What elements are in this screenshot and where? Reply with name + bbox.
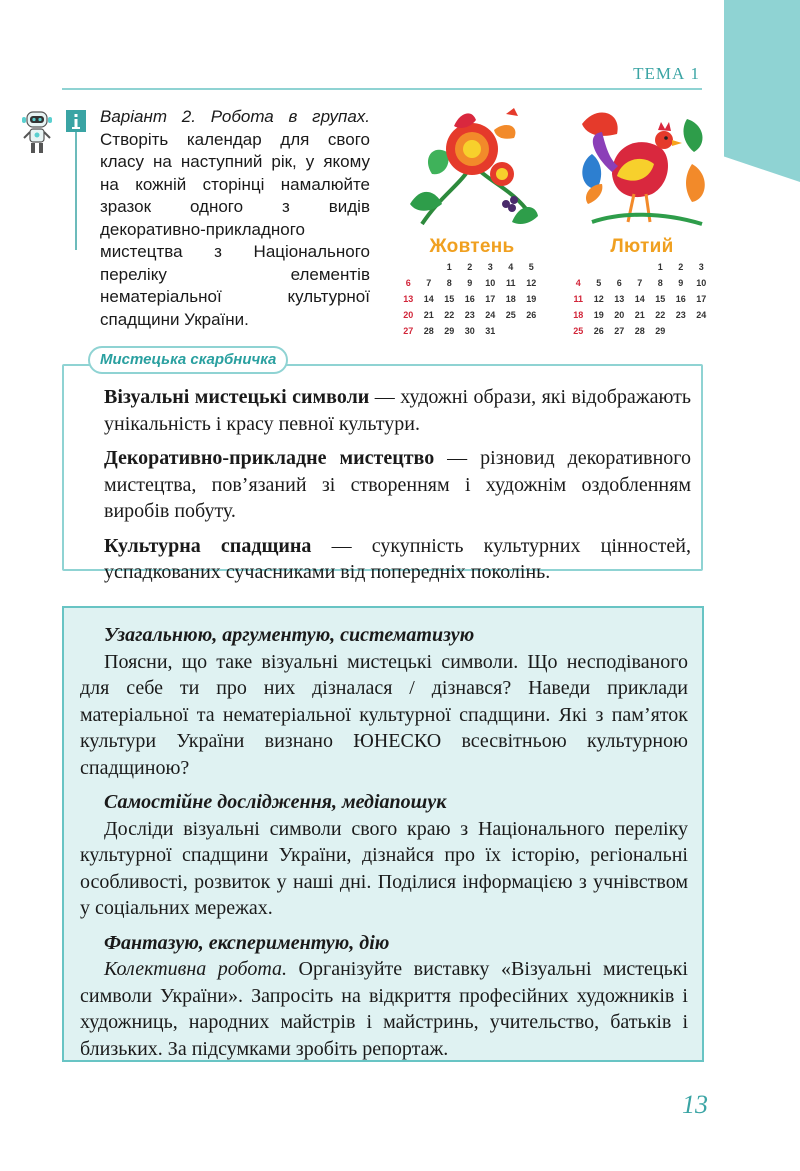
section-text: Поясни, що таке візуальні мистецькі символи. Що несподіваного для себе ти про них дізналася / дізнався? Наведи приклади матеріальної та нематеріальної культурної спадщини. Які з пам’яток культури України визнано ЮНЕСКО всесвітньою культурною спадщиною? [80, 650, 688, 779]
term-item [104, 384, 691, 437]
calendar-day: 20 [403, 310, 414, 320]
calendar-grid [398, 261, 546, 337]
calendar-day: 23 [464, 310, 475, 320]
calendar-day: 10 [485, 278, 496, 288]
section-text: Організуйте виставку «Візуальні мистецькі символи України». Запросіть на відкриття професійних художників і художниць, народних майстрів і майстринь, учительство, батьків і близьких. За підсумками зробіть репортаж. [80, 958, 688, 1060]
calendar-day: 27 [614, 326, 625, 336]
calendar-day: 24 [696, 310, 707, 320]
section-title: Узагальнюю, аргументую, систематизую [104, 624, 475, 646]
calendar-february [568, 104, 716, 337]
term-item [104, 533, 691, 586]
calendar-day: 28 [423, 326, 434, 336]
robot-icon [20, 110, 54, 156]
term-name: Культурна спадщина [104, 534, 312, 557]
info-icon [64, 110, 88, 250]
calendar-day: 5 [528, 262, 534, 272]
calendar-month-label: Лютий [610, 236, 674, 257]
calendar-day: 22 [444, 310, 455, 320]
term-name: Візуальні мистецькі символи [104, 386, 370, 408]
calendar-day: 27 [403, 326, 414, 336]
calendar-day: 12 [526, 278, 537, 288]
calendar-day: 23 [675, 310, 686, 320]
term-definition: — різновид декоративного мистецтва, пов’язаний зі створенням і художнім оздобленням виробів побуту. [104, 447, 692, 522]
calendar-day: 1 [446, 262, 452, 272]
calendar-day: 21 [634, 310, 645, 320]
header-rule [62, 88, 702, 90]
calendar-day [521, 325, 542, 337]
calendar-day: 6 [405, 278, 411, 288]
topic-label: ТЕМА 1 [633, 64, 700, 83]
task-lead: Варіант 2. Робота в групах. [100, 107, 370, 126]
calendar-day [589, 261, 610, 273]
calendar-day [398, 261, 419, 273]
calendar-day [609, 261, 630, 273]
calendar-day: 11 [505, 278, 516, 288]
page-number: 13 [682, 1090, 708, 1119]
calendar-day: 30 [464, 326, 475, 336]
calendar-day: 29 [444, 326, 455, 336]
calendar-day [691, 325, 712, 337]
calendar-day: 25 [505, 310, 516, 320]
term-definition: — сукупність культурних цінностей, успадкованих сучасниками від попередніх поколінь. [104, 534, 692, 583]
calendar-day [419, 261, 440, 273]
section-body [80, 816, 688, 922]
calendar-day: 16 [464, 294, 475, 304]
calendar-day: 14 [423, 294, 434, 304]
flower-painting-image [402, 104, 542, 234]
calendar-day: 25 [573, 326, 584, 336]
calendar-day: 14 [634, 294, 645, 304]
calendar-day: 18 [573, 310, 584, 320]
calendar-day: 8 [446, 278, 452, 288]
calendar-day: 3 [698, 262, 704, 272]
section-text: Досліди візуальні символи свого краю з Національного переліку культурної спадщини України, дізнайся про їх історію, регіональні особливості, розвиток у наші дні. Поділися інформацією з учнівством у соціальних мережах. [80, 817, 688, 919]
calendar-day: 9 [467, 278, 473, 288]
calendar-month-label: Жовтень [429, 236, 515, 257]
calendar-day: 26 [526, 310, 537, 320]
calendar-day: 7 [426, 278, 432, 288]
calendar-day: 24 [485, 310, 496, 320]
calendar-day: 3 [487, 262, 493, 272]
calendar-day: 5 [596, 278, 602, 288]
corner-tab-decoration [724, 0, 800, 182]
calendar-day: 15 [444, 294, 455, 304]
calendar-day: 4 [575, 278, 581, 288]
tasks-content [80, 622, 688, 1070]
calendar-day: 19 [526, 294, 537, 304]
calendar-day [671, 325, 692, 337]
calendar-day: 11 [573, 294, 583, 304]
calendar-day [568, 261, 589, 273]
calendar-day: 9 [678, 278, 684, 288]
calendar-day: 17 [485, 294, 496, 304]
calendar-day: 29 [655, 326, 666, 336]
treasury-title: Мистецька скарбничка [88, 346, 288, 374]
calendar-day: 22 [655, 310, 666, 320]
calendar-day: 1 [657, 262, 663, 272]
calendar-day: 19 [593, 310, 604, 320]
calendar-day: 15 [655, 294, 666, 304]
calendar-day: 21 [423, 310, 434, 320]
calendar-day: 4 [508, 262, 514, 272]
term-name: Декоративно-прикладне мистецтво [104, 447, 435, 469]
section-title: Фантазую, експериментую, дію [104, 931, 390, 954]
calendar-day: 13 [403, 294, 414, 304]
calendar-day: 13 [614, 294, 625, 304]
treasury-terms [104, 384, 691, 594]
calendar-day: 28 [634, 326, 645, 336]
calendar-day: 6 [616, 278, 622, 288]
task-text [100, 106, 370, 331]
section-lead: Колективна робота. [104, 958, 288, 980]
calendar-day: 16 [675, 294, 686, 304]
calendar-day: 7 [637, 278, 643, 288]
section-body [80, 649, 688, 782]
calendar-day: 10 [696, 278, 707, 288]
calendar-day: 31 [485, 326, 496, 336]
calendar-day: 12 [593, 294, 604, 304]
section-body [80, 956, 688, 1062]
calendar-day: 2 [467, 262, 473, 272]
calendar-day [501, 325, 522, 337]
calendar-day: 17 [696, 294, 707, 304]
calendar-day: 18 [505, 294, 516, 304]
term-definition: — художні образи, які відображають унікальність і красу певної культури. [104, 386, 692, 435]
calendar-grid [568, 261, 716, 337]
calendar-day: 2 [678, 262, 684, 272]
section-title: Самостійне дослідження, медіапошук [104, 791, 447, 813]
task-body: Створіть календар для свого класу на наступний рік, у якому на кожній сторінці намалюйте зразок одного з видів декоративно-прикладного мистецтва з Національного переліку елементів нематеріальної культурної спадщини України. [100, 129, 370, 329]
calendar-day: 26 [593, 326, 604, 336]
calendar-day: 20 [614, 310, 625, 320]
calendar-october [398, 104, 546, 337]
rooster-painting-image [572, 104, 712, 234]
term-item [104, 445, 691, 525]
calendar-day: 8 [657, 278, 663, 288]
calendar-day [630, 261, 651, 273]
